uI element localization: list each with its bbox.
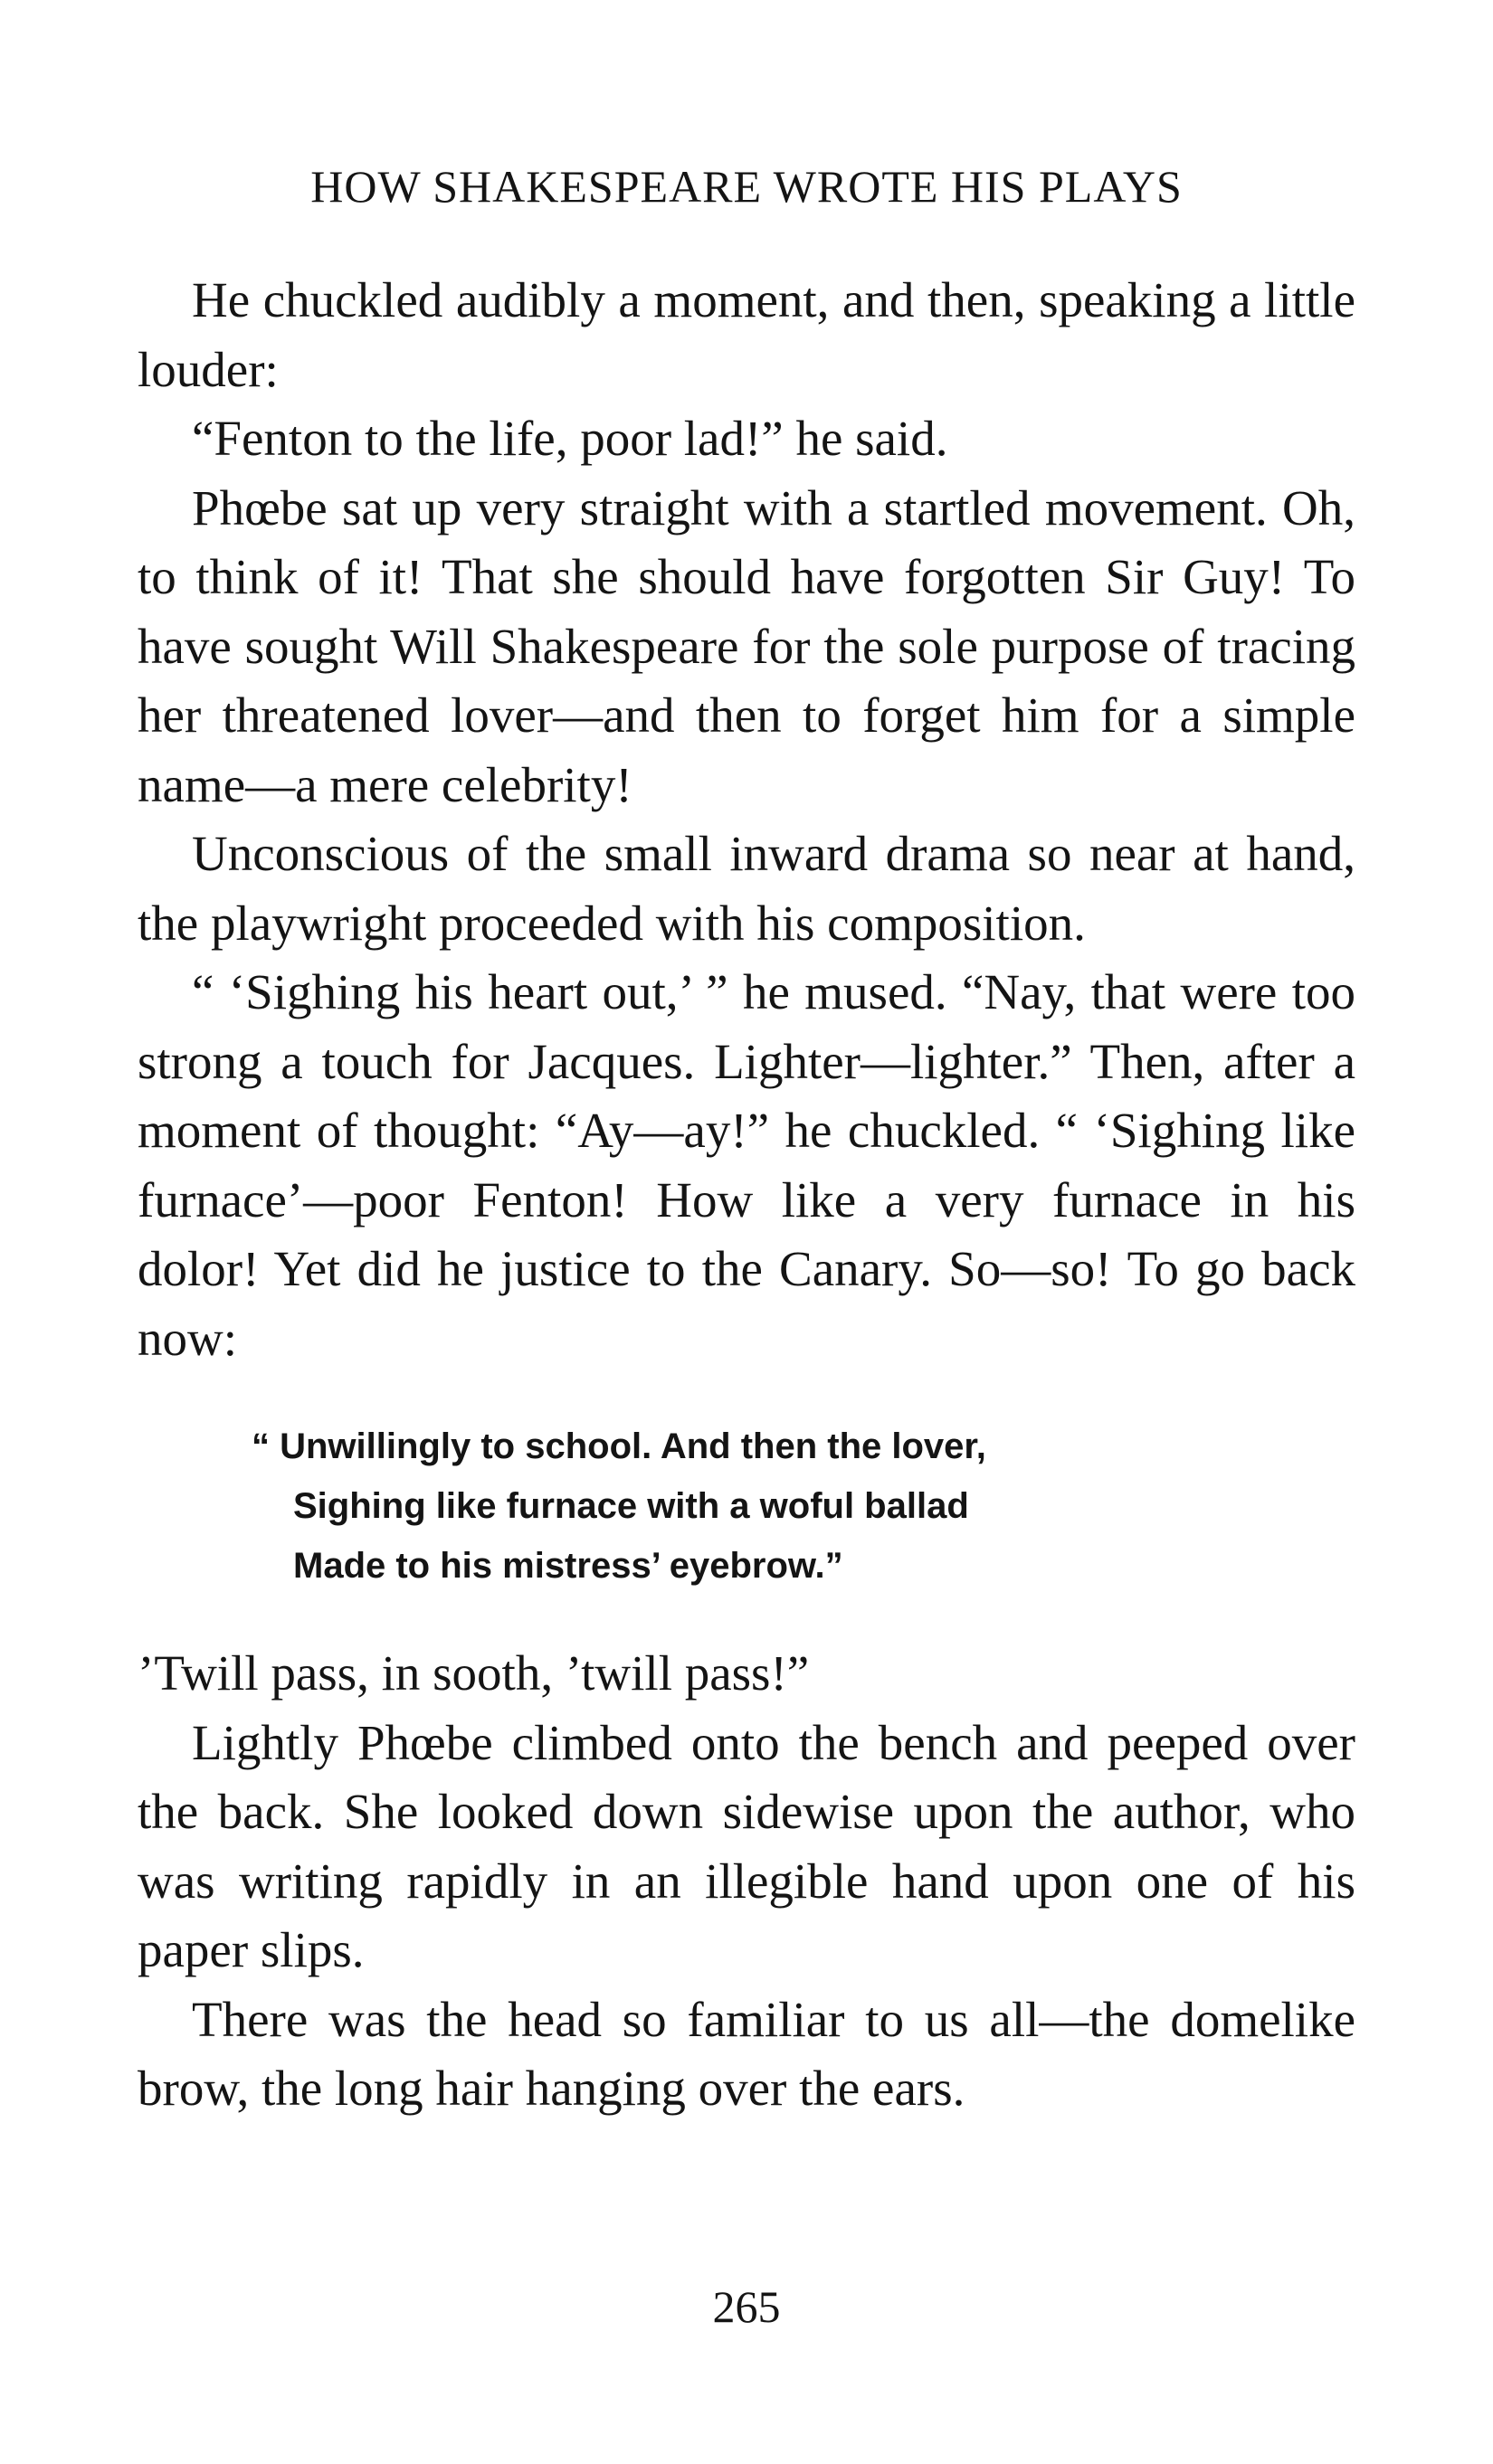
running-head: HOW SHAKESPEARE WROTE HIS PLAYS xyxy=(310,161,1183,212)
paragraph: “ ‘Sighing his heart out,’ ” he mused. “Nay, that were too strong a touch for Jacques. Lighter—lighter.” Then, after a moment of thought: “Ay—ay!” he chuckled. “ ‘Sighing like furnace’—poor Fenton! How like a very furnace in his dolor! Yet did he justice to the Canary. So—so! To go back now: xyxy=(138,964,1355,1366)
verse-quotation xyxy=(252,1417,1355,1596)
paragraph: Lightly Phœbe climbed onto the bench and peeped over the back. She looked down sidewise upon the author, who was writing rapidly in an illegible hand upon one of his paper slips. xyxy=(138,1714,1355,1977)
verse-line: Made to his mistress’ eyebrow.” xyxy=(293,1546,843,1586)
body-text xyxy=(138,266,1355,2124)
paragraph: Unconscious of the small inward drama so near at hand, the playwright proceeded with his composition. xyxy=(138,826,1355,951)
paragraph: He chuckled audibly a moment, and then, speaking a little louder: xyxy=(138,272,1355,397)
page-number: 265 xyxy=(712,2281,781,2332)
paragraph: There was the head so familiar to us all—the domelike brow, the long hair hanging over the ears. xyxy=(138,1991,1355,2116)
verse-line: “ Unwillingly to school. And then the lover, xyxy=(252,1426,986,1466)
paragraph: Phœbe sat up very straight with a startled movement. Oh, to think of it! That she should have forgotten Sir Guy! To have sought Will Shakespeare for the sole purpose of tracing her threatened lover—and then to forget him for a simple name—a mere celebrity! xyxy=(138,479,1355,812)
paragraph-continuation: ’Twill pass, in sooth, ’twill pass!” xyxy=(138,1645,810,1701)
paragraph: “Fenton to the life, poor lad!” he said. xyxy=(192,411,948,466)
verse-line: Sighing like furnace with a woful ballad xyxy=(293,1486,969,1526)
